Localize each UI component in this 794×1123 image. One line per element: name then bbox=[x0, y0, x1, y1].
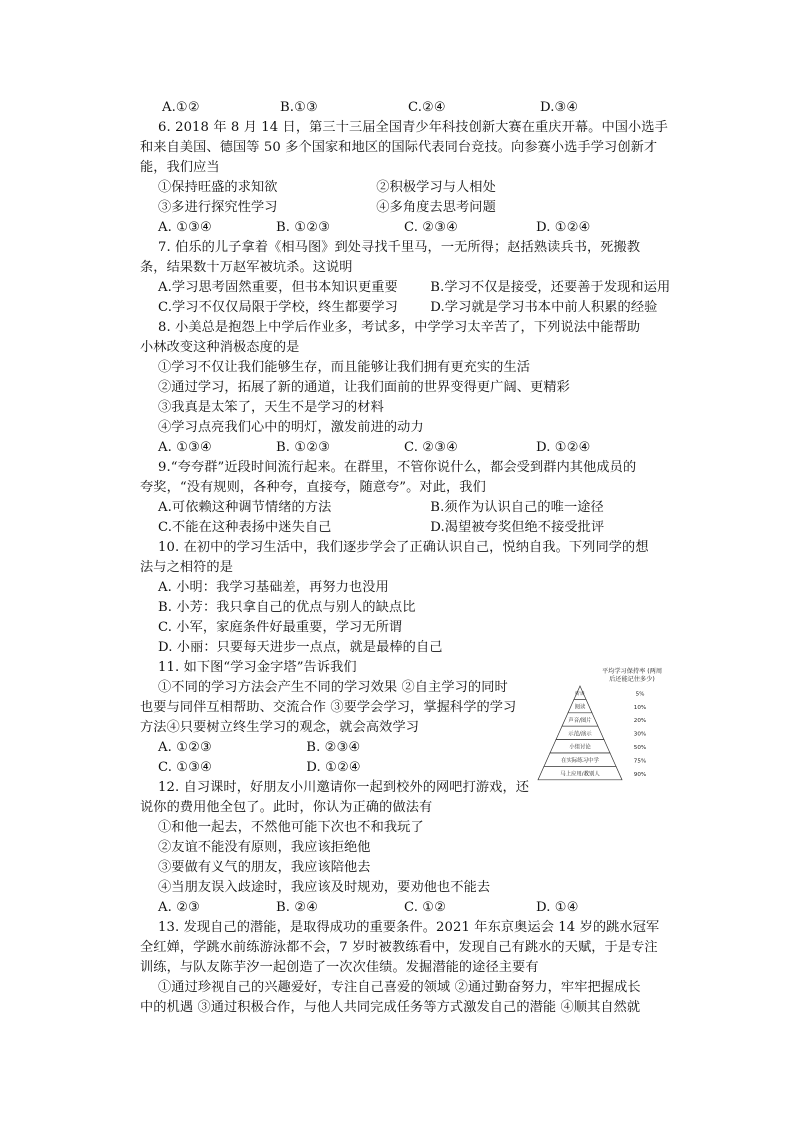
q12-statement-1: ①和他一起去，不然他可能下次也不和我玩了 bbox=[158, 820, 424, 835]
option-d[interactable]: D. ①②④ bbox=[306, 760, 361, 775]
pyramid-level-percent: 5% bbox=[635, 691, 645, 698]
option-b[interactable]: B.学习不仅是接受，还要善于发现和运用 bbox=[430, 280, 671, 295]
q8-statement-4: ④学习点亮我们心中的明灯，激发前进的动力 bbox=[158, 420, 424, 435]
statement-2: ②积极学习与人相处 bbox=[376, 180, 496, 195]
q8-statement-2: ②通过学习，拓展了新的通道，让我们面前的世界变得更广阔、更精彩 bbox=[158, 380, 570, 395]
q6-statements-2 bbox=[158, 198, 694, 218]
q13-stem-line-1: 13. 发现自己的潜能，是取得成功的重要条件。2021 年东京奥运会 14 岁的跳水冠军 bbox=[158, 920, 660, 935]
option-d[interactable]: D.③④ bbox=[540, 100, 579, 115]
q8-statement-1: ①学习不仅让我们能够生存，而且能够让我们拥有更充实的生活 bbox=[158, 360, 531, 375]
pyramid-level-percent: 50% bbox=[633, 744, 647, 751]
option-b[interactable]: B. ①②③ bbox=[276, 440, 331, 455]
pyramid-level-percent: 90% bbox=[633, 771, 647, 778]
q12-stem-line-1: 12. 自习课时，好朋友小川邀请你一起到校外的网吧打游戏，还 bbox=[158, 780, 530, 795]
option-a[interactable]: A. ①②③ bbox=[158, 740, 212, 755]
q9-stem-line-1: 9.“夸夸群”近段时间流行起来。在群里，不管你说什么，都会受到群内其他成员的 bbox=[158, 460, 637, 475]
q8-stem-line-1: 8. 小美总是抱怨上中学后作业多，考试多，中学学习太辛苦了，下列说法中能帮助 bbox=[158, 320, 641, 335]
option-d[interactable]: D.学习就是学习书本中前人积累的经验 bbox=[430, 300, 658, 315]
q13-stem-line-3: 训练，与队友陈芋汐一起创造了一次次佳绩。发掘潜能的途径主要有 bbox=[140, 960, 539, 975]
q11-statement-line-2: 也要与同伴互相帮助、交流合作 ③要学会学习，掌握科学的学习 bbox=[140, 700, 517, 715]
pyramid-level-label: 阅读 bbox=[574, 704, 586, 711]
pyramid-level-label: 马上应用/教别人 bbox=[560, 771, 600, 778]
option-a[interactable]: A. ①③④ bbox=[158, 220, 212, 235]
pyramid-level-label: 小组讨论 bbox=[569, 744, 591, 751]
option-a[interactable]: A.学习思考固然重要，但书本知识更重要 bbox=[158, 280, 398, 295]
pyramid-level-percent: 10% bbox=[633, 704, 647, 711]
pyramid-level-percent: 75% bbox=[633, 758, 647, 765]
pyramid-level-percent: 20% bbox=[633, 718, 647, 725]
option-b[interactable]: B. ②④ bbox=[276, 900, 319, 915]
option-c[interactable]: C.不能在这种表扬中迷失自己 bbox=[158, 520, 332, 535]
statement-1: ①保持旺盛的求知欲 bbox=[158, 180, 278, 195]
q13-stem-line-2: 全红婵，学跳水前练游泳都不会，7 岁时被教练看中，发现自己有跳水的天赋，于是专注 bbox=[140, 940, 658, 955]
option-d[interactable]: D. ①④ bbox=[536, 900, 579, 915]
q10-option-c[interactable]: C. 小军，家庭条件好最重要，学习无所谓 bbox=[158, 620, 403, 635]
option-c[interactable]: C. ①③④ bbox=[158, 760, 213, 775]
q10-stem-line-1: 10. 在初中的学习生活中，我们逐步学会了正确认识自己，悦纳自我。下列同学的想 bbox=[158, 540, 649, 555]
q8-statement-3: ③我真是太笨了，天生不是学习的材料 bbox=[158, 400, 384, 415]
pyramid-title-line-1: 平均学习保持率 (两周 bbox=[601, 668, 663, 675]
option-c[interactable]: C.②④ bbox=[408, 100, 446, 115]
q9-stem-line-2: 夸奖，“没有规则，各种夸，直接夸，随意夸”。对此，我们 bbox=[140, 480, 486, 495]
option-b[interactable]: B. ①②③ bbox=[276, 220, 331, 235]
option-a[interactable]: A.①② bbox=[162, 100, 200, 115]
option-d[interactable]: D. ①②④ bbox=[536, 440, 591, 455]
learning-pyramid-figure bbox=[536, 664, 666, 784]
q7-stem-line-1: 7. 伯乐的儿子拿着《相马图》到处寻找千里马，一无所得；赵括熟读兵书，死搬教 bbox=[158, 240, 641, 255]
option-b[interactable]: B. ②③④ bbox=[306, 740, 361, 755]
q8-options bbox=[158, 438, 694, 458]
statement-4: ④多角度去思考问题 bbox=[376, 200, 496, 215]
q12-statement-3: ③要做有义气的朋友，我应该陪他去 bbox=[158, 860, 371, 875]
q12-stem-line-2: 说你的费用他全包了。此时，你认为正确的做法有 bbox=[140, 800, 433, 815]
pyramid-level-label: 听讲 bbox=[575, 692, 585, 698]
option-d[interactable]: D.渴望被夸奖但绝不接受批评 bbox=[430, 520, 605, 535]
q7-options-ab bbox=[158, 278, 694, 298]
option-c[interactable]: C. ②③④ bbox=[404, 220, 459, 235]
option-a[interactable]: A. ①③④ bbox=[158, 440, 212, 455]
q11-statement-line-3: 方法④只要树立终生学习的观念，就会高效学习 bbox=[140, 720, 420, 735]
q11-statement-line-1: ①不同的学习方法会产生不同的学习效果 ②自主学习的同时 bbox=[158, 680, 508, 695]
q6-stem-line-2: 和来自美国、德国等 50 多个国家和地区的国际代表同台竞技。向参赛小选手学习创新才 bbox=[140, 140, 658, 155]
option-c[interactable]: C.学习不仅仅局限于学校，终生都要学习 bbox=[158, 300, 398, 315]
statement-3: ③多进行探究性学习 bbox=[158, 200, 278, 215]
q6-stem-line-3: 能，我们应当 bbox=[140, 160, 220, 175]
q7-options-cd bbox=[158, 298, 694, 318]
pyramid-level-percent: 30% bbox=[633, 731, 647, 738]
q10-option-b[interactable]: B. 小芳：我只拿自己的优点与别人的缺点比 bbox=[158, 600, 416, 615]
option-c[interactable]: C. ①② bbox=[404, 900, 447, 915]
option-b[interactable]: B.须作为认识自己的唯一途径 bbox=[430, 500, 604, 515]
q6-statements-1 bbox=[158, 178, 694, 198]
q9-options-cd bbox=[158, 518, 694, 538]
q12-options bbox=[158, 898, 694, 918]
q12-statement-4: ④当朋友误入歧途时，我应该及时规劝，要劝他也不能去 bbox=[158, 880, 491, 895]
pyramid-levels bbox=[538, 686, 646, 780]
option-d[interactable]: D. ①②④ bbox=[536, 220, 591, 235]
pyramid-title-line-2: 后还能记住多少) bbox=[609, 676, 655, 683]
q9-options-ab bbox=[158, 498, 694, 518]
q8-stem-line-2: 小林改变这种消极态度的是 bbox=[140, 340, 300, 355]
q12-statement-2: ②友谊不能没有原则，我应该拒绝他 bbox=[158, 840, 371, 855]
option-a[interactable]: A. ②③ bbox=[158, 900, 201, 915]
pyramid-level-label: 示范/演示 bbox=[568, 731, 592, 738]
pyramid-level-label: 在实际练习中学 bbox=[561, 758, 599, 765]
q5-options bbox=[162, 98, 698, 118]
q13-statement-line-2: 中的机遇 ③通过积极合作，与他人共同完成任务等方式激发自己的潜能 ④顺其自然就 bbox=[140, 1000, 641, 1015]
q10-stem-line-2: 法与之相符的是 bbox=[140, 560, 234, 575]
q10-option-a[interactable]: A. 小明：我学习基础差，再努力也没用 bbox=[158, 580, 389, 595]
option-a[interactable]: A.可依赖这种调节情绪的方法 bbox=[158, 500, 332, 515]
q10-option-d[interactable]: D. 小丽：只要每天进步一点点，就是最棒的自己 bbox=[158, 640, 443, 655]
q13-statement-line-1: ①通过珍视自己的兴趣爱好，专注自己喜爱的领域 ②通过勤奋努力，牢牢把握成长 bbox=[158, 980, 641, 995]
q6-options bbox=[158, 218, 694, 238]
option-b[interactable]: B.①③ bbox=[280, 100, 318, 115]
q7-stem-line-2: 条，结果数十万赵军被坑杀。这说明 bbox=[140, 260, 353, 275]
q11-stem: 11. 如下图“学习金字塔”告诉我们 bbox=[158, 660, 357, 675]
option-c[interactable]: C. ②③④ bbox=[404, 440, 459, 455]
pyramid-level-label: 声音/图片 bbox=[568, 717, 592, 724]
q6-stem-line-1: 6. 2018 年 8 月 14 日，第三十三届全国青少年科技创新大赛在重庆开幕。中国小选手 bbox=[158, 120, 668, 135]
